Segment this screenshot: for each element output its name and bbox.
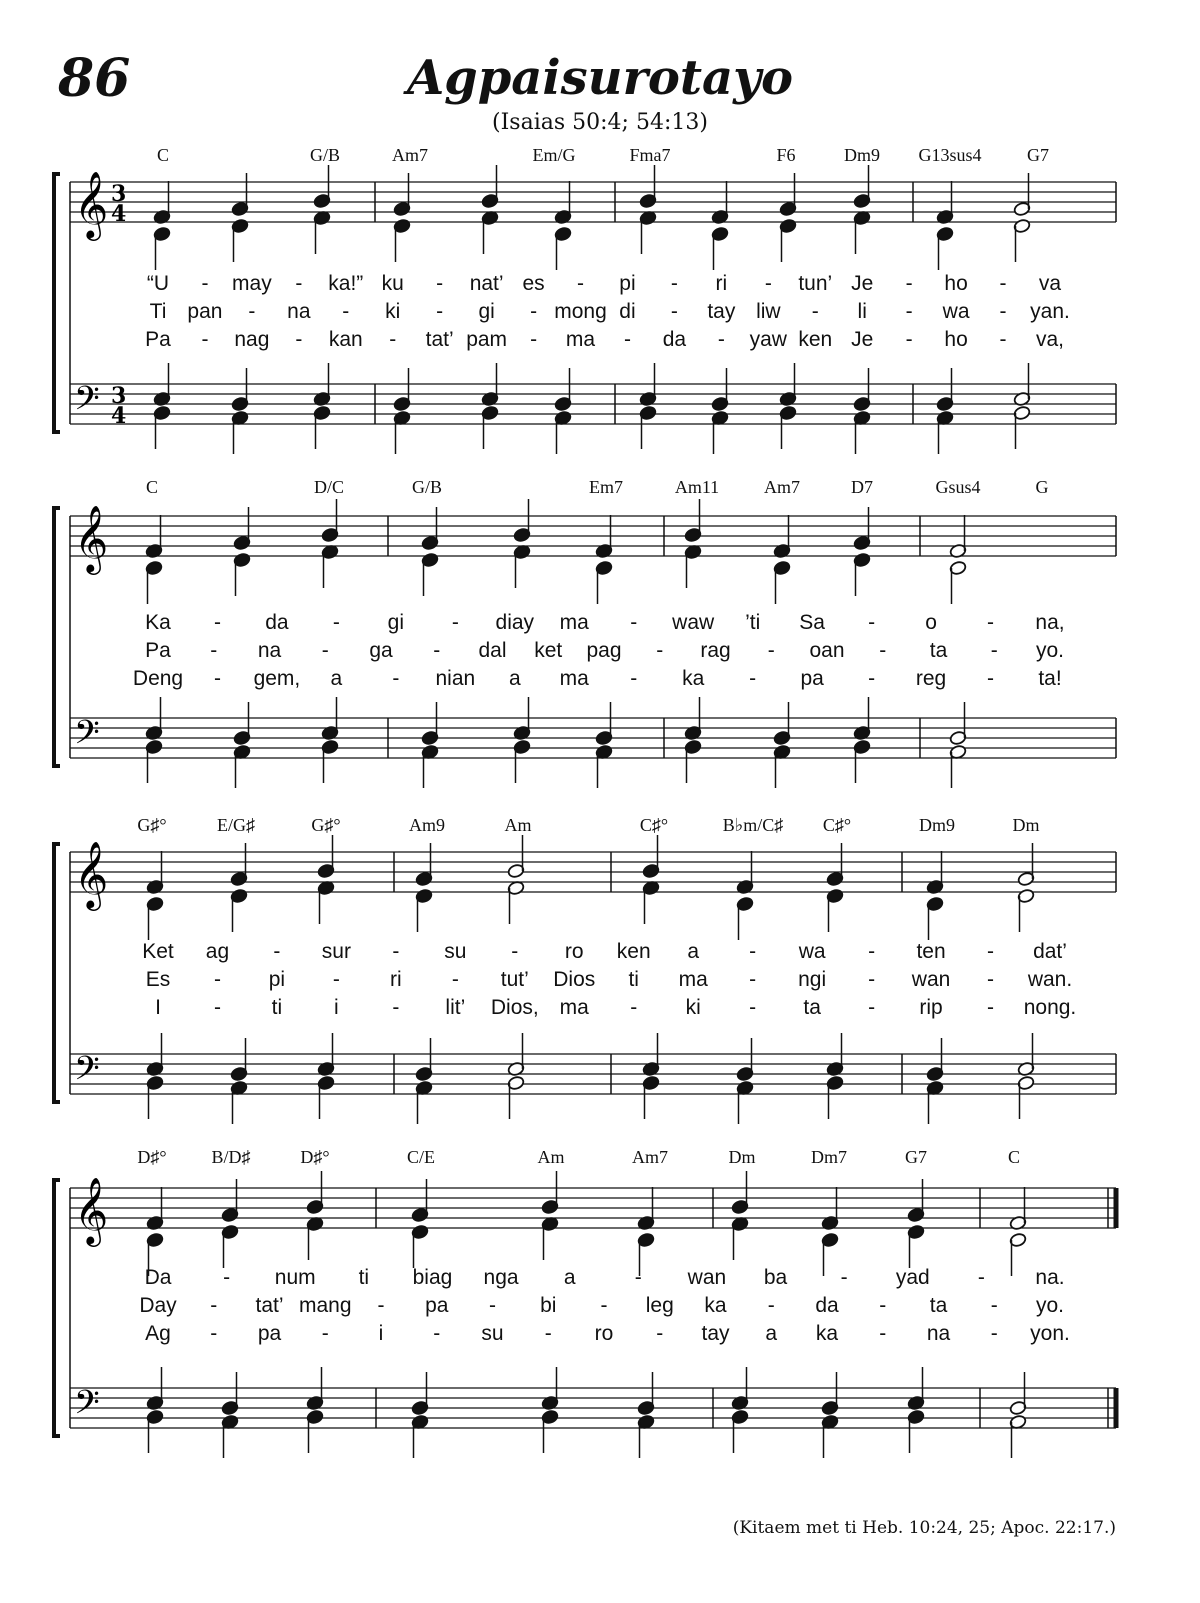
lyric-syllable: nat’ — [469, 272, 504, 295]
lyric-syllable: - — [248, 300, 256, 323]
lyric-syllable: Pa — [145, 328, 171, 351]
chord-symbol: B/D♯ — [211, 1147, 251, 1167]
chord-symbol: C — [145, 477, 159, 497]
lyric-syllable: ka!” — [328, 272, 364, 295]
lyric-syllable: pa — [800, 667, 824, 690]
chord-symbol: Am7 — [764, 477, 800, 497]
lyric-syllable: mong — [554, 300, 607, 323]
lyric-syllable: yaw — [749, 328, 787, 351]
lyric-syllable: ken — [798, 328, 833, 351]
lyric-syllable: - — [987, 940, 995, 963]
lyric-syllable: - — [213, 968, 221, 991]
lyric-syllable: ro — [594, 1322, 614, 1345]
lyric-syllable: - — [749, 667, 757, 690]
lyric-syllable: pi — [268, 968, 286, 991]
lyric-syllable: - — [210, 1294, 218, 1317]
lyric-syllable: - — [210, 639, 218, 662]
lyric-syllable: Je — [851, 328, 874, 351]
lyric-syllable: - — [987, 611, 995, 634]
lyric-syllable: lit’ — [445, 996, 466, 1019]
lyric-syllable: ho — [944, 272, 968, 295]
lyric-syllable: - — [600, 1294, 608, 1317]
lyric-syllable: ka — [682, 667, 705, 690]
chord-symbol: Gsus4 — [935, 477, 981, 497]
lyric-syllable: wa — [942, 300, 970, 323]
lyric-syllable: nga — [483, 1266, 519, 1289]
chord-symbol: C — [156, 145, 170, 165]
lyric-syllable: - — [868, 667, 876, 690]
chord-symbol: Am — [504, 815, 532, 835]
bass-time-signature-bottom: 4 — [111, 403, 127, 429]
lyric-syllable: ma — [559, 996, 589, 1019]
lyric-syllable: ga — [369, 639, 393, 662]
chord-symbol: D♯° — [300, 1147, 330, 1167]
lyric-syllable: - — [201, 328, 209, 351]
chord-symbol: E/G♯ — [217, 815, 255, 835]
chord-symbol: G♯° — [137, 815, 167, 835]
lyric-syllable: Es — [145, 968, 171, 991]
lyric-syllable: ket — [534, 639, 563, 662]
lyric-syllable: ka — [704, 1294, 727, 1317]
lyric-syllable: - — [987, 996, 995, 1019]
lyric-syllable: - — [868, 968, 876, 991]
lyric-syllable: - — [868, 611, 876, 634]
chord-symbol: Dm — [1012, 815, 1040, 835]
chord-symbol: Am9 — [409, 815, 445, 835]
lyric-syllable: - — [670, 300, 678, 323]
lyric-syllable: liw — [756, 300, 781, 323]
chord-symbol: Am7 — [392, 145, 428, 165]
lyric-syllable: ten — [916, 940, 946, 963]
chord-symbol: C — [1007, 1147, 1021, 1167]
system-bracket — [54, 1180, 60, 1436]
lyric-syllable: pi — [619, 272, 636, 295]
lyric-syllable: - — [868, 996, 876, 1019]
lyric-syllable: gi — [387, 611, 405, 634]
lyric-syllable: i — [334, 996, 339, 1019]
lyric-syllable: - — [213, 996, 221, 1019]
lyric-syllable: “U — [146, 272, 170, 295]
lyric-syllable: li — [857, 300, 867, 323]
lyric-syllable: ri — [715, 272, 728, 295]
lyric-syllable: yo. — [1035, 1294, 1065, 1317]
lyric-syllable: - — [764, 272, 772, 295]
lyric-syllable: - — [530, 300, 538, 323]
lyric-syllable: - — [511, 940, 519, 963]
lyric-syllable: ba — [763, 1266, 788, 1289]
lyric-syllable: sur — [321, 940, 351, 963]
lyric-syllable: a — [687, 940, 700, 963]
lyric-syllable: diay — [495, 611, 535, 634]
lyric-syllable: - — [392, 996, 400, 1019]
lyric-syllable: num — [274, 1266, 316, 1289]
chord-symbol: G7 — [905, 1147, 927, 1167]
lyric-syllable: - — [767, 1294, 775, 1317]
lyric-syllable: tay — [701, 1322, 730, 1345]
lyric-syllable: - — [332, 611, 340, 634]
lyric-syllable: a — [563, 1266, 576, 1289]
lyric-syllable: - — [999, 300, 1007, 323]
lyric-syllable: Ka — [145, 611, 171, 634]
lyric-syllable: pa — [425, 1294, 449, 1317]
lyric-syllable: - — [868, 940, 876, 963]
lyric-syllable: pag — [586, 639, 622, 662]
lyric-syllable: - — [879, 639, 887, 662]
lyric-syllable: Dios, — [490, 996, 539, 1019]
treble-time-signature-top: 3 — [111, 181, 127, 207]
lyric-syllable: oan — [809, 639, 845, 662]
chord-symbol: Am — [537, 1147, 565, 1167]
lyric-syllable: - — [201, 272, 209, 295]
lyric-syllable: tut’ — [500, 968, 529, 991]
lyric-syllable: Dios — [553, 968, 596, 991]
lyric-syllable: - — [749, 996, 757, 1019]
system-bracket — [54, 174, 60, 432]
lyric-syllable: Pa — [145, 639, 171, 662]
lyric-syllable: Ket — [142, 940, 174, 963]
lyric-syllable: na. — [1035, 1266, 1065, 1289]
lyric-syllable: Day — [139, 1294, 177, 1317]
lyric-syllable: - — [767, 639, 775, 662]
lyric-syllable: - — [879, 1294, 887, 1317]
lyric-syllable: a — [508, 667, 521, 690]
lyric-syllable: rag — [700, 639, 731, 662]
lyric-syllable: - — [999, 272, 1007, 295]
lyric-syllable: ’ti — [745, 611, 761, 634]
lyric-syllable: - — [392, 940, 400, 963]
lyric-syllable: may — [232, 272, 272, 295]
lyric-syllable: - — [451, 968, 459, 991]
chord-symbol: C♯° — [822, 815, 852, 835]
lyric-syllable: - — [634, 1266, 642, 1289]
lyric-syllable: tun’ — [798, 272, 833, 295]
lyric-syllable: ki — [385, 300, 401, 323]
lyric-syllable: - — [670, 272, 678, 295]
lyric-syllable: ki — [685, 996, 701, 1019]
chord-symbol: B♭m/C♯ — [722, 815, 784, 835]
lyric-syllable: - — [656, 639, 664, 662]
lyric-syllable: - — [749, 968, 757, 991]
lyric-syllable: - — [990, 1294, 998, 1317]
treble-clef: 𝄞 — [74, 1176, 109, 1244]
lyric-syllable: yan. — [1030, 300, 1070, 323]
lyric-syllable: - — [332, 968, 340, 991]
lyric-syllable: - — [295, 272, 303, 295]
lyric-syllable: yo. — [1035, 639, 1065, 662]
lyric-syllable: - — [392, 667, 400, 690]
lyric-syllable: - — [977, 1266, 985, 1289]
chord-symbol: D/C — [313, 477, 345, 497]
lyric-syllable: gi — [478, 300, 495, 323]
lyric-syllable: wan — [687, 1266, 727, 1289]
lyric-syllable: tay — [707, 300, 736, 323]
lyric-syllable: - — [840, 1266, 848, 1289]
lyric-syllable: ro — [564, 940, 584, 963]
lyric-syllable: nong. — [1023, 996, 1077, 1019]
chord-symbol: F6 — [776, 145, 796, 165]
bass-clef: 𝄢 — [74, 714, 100, 760]
bass-clef: 𝄢 — [74, 380, 100, 426]
lyric-syllable: reg — [915, 667, 947, 690]
lyric-syllable: ri — [390, 968, 402, 991]
lyric-syllable: es — [522, 272, 545, 295]
lyric-syllable: tat’ — [255, 1294, 284, 1317]
lyric-syllable: ma — [565, 328, 596, 351]
lyric-syllable: - — [489, 1294, 496, 1317]
lyric-syllable: na, — [1035, 611, 1065, 634]
lyric-syllable: na — [257, 639, 282, 662]
lyric-syllable: - — [223, 1266, 231, 1289]
lyric-syllable: a — [330, 667, 343, 690]
chord-symbol: G♯° — [311, 815, 341, 835]
lyric-syllable: - — [295, 328, 303, 351]
lyric-syllable: ka — [815, 1322, 839, 1345]
lyric-syllable: - — [389, 328, 397, 351]
lyric-syllable: - — [717, 328, 725, 351]
treble-clef: 𝄞 — [74, 504, 109, 572]
lyric-syllable: na — [287, 300, 311, 323]
chord-symbol: G13sus4 — [918, 145, 982, 165]
lyric-syllable: - — [213, 667, 221, 690]
lyric-syllable: ken — [616, 940, 651, 963]
lyric-syllable: ma — [559, 667, 589, 690]
lyric-syllable: ta! — [1038, 667, 1062, 690]
lyric-syllable: - — [210, 1322, 218, 1345]
lyric-syllable: I — [155, 996, 161, 1019]
lyric-syllable: na — [926, 1322, 951, 1345]
lyric-syllable: - — [321, 1322, 329, 1345]
treble-clef: 𝄞 — [74, 840, 109, 908]
lyric-syllable: leg — [645, 1294, 674, 1317]
bass-clef: 𝄢 — [74, 1050, 100, 1096]
chord-symbol: G/B — [309, 145, 341, 165]
lyric-syllable: tat’ — [425, 328, 454, 351]
lyric-syllable: da — [662, 328, 687, 351]
lyric-syllable: yad — [895, 1266, 930, 1289]
lyric-syllable: rip — [919, 996, 943, 1019]
lyric-syllable: kan — [328, 328, 363, 351]
lyric-syllable: nian — [435, 667, 476, 690]
lyric-syllable: Je — [851, 272, 874, 295]
chord-symbol: Fma7 — [629, 145, 671, 165]
system-bracket — [54, 508, 60, 766]
lyric-syllable: wan. — [1027, 968, 1073, 991]
chord-symbol: G7 — [1027, 145, 1049, 165]
lyric-syllable: nag — [234, 328, 270, 351]
lyric-syllable: i — [378, 1322, 384, 1345]
lyric-syllable: ngi — [798, 968, 827, 991]
lyric-syllable: ho — [944, 328, 968, 351]
lyric-syllable: - — [999, 328, 1007, 351]
lyric-syllable: Da — [144, 1266, 172, 1289]
lyric-syllable: mang — [298, 1294, 352, 1317]
lyric-syllable: Ag — [145, 1322, 171, 1345]
chord-symbol: Dm — [728, 1147, 756, 1167]
chord-symbol: Dm7 — [811, 1147, 847, 1167]
lyric-syllable: va — [1038, 272, 1062, 295]
lyric-syllable: - — [377, 1294, 385, 1317]
lyric-syllable: da — [815, 1294, 839, 1317]
lyric-syllable: ti — [271, 996, 283, 1019]
lyric-syllable: ma — [559, 611, 589, 634]
lyric-syllable: - — [905, 300, 913, 323]
footnote: (Kitaem met ti Heb. 10:24, 25; Apoc. 22:17.) — [732, 1518, 1116, 1538]
lyric-syllable: Deng — [132, 667, 184, 690]
chord-symbol: G — [1035, 477, 1049, 497]
lyric-syllable: - — [530, 328, 538, 351]
lyric-syllable: - — [905, 328, 913, 351]
lyric-syllable: - — [436, 272, 444, 295]
lyric-syllable: su — [444, 940, 467, 963]
lyric-syllable: ag — [205, 940, 230, 963]
lyric-syllable: va, — [1035, 328, 1065, 351]
lyric-syllable: biag — [412, 1266, 453, 1289]
hymn-number: 86 — [58, 48, 131, 109]
lyric-syllable: - — [656, 1322, 664, 1345]
lyric-syllable: - — [749, 940, 757, 963]
lyric-syllable: pam — [466, 328, 508, 351]
lyric-syllable: di — [619, 300, 636, 323]
chord-symbol: Am11 — [674, 477, 720, 497]
lyric-syllable: - — [544, 1322, 552, 1345]
lyric-syllable: o — [925, 611, 937, 634]
chord-symbol: D♯° — [137, 1147, 167, 1167]
system-bracket — [54, 844, 60, 1102]
chord-symbol: C♯° — [639, 815, 669, 835]
lyric-syllable: - — [879, 1322, 887, 1345]
lyric-syllable: su — [481, 1322, 504, 1345]
bass-clef: 𝄢 — [74, 1384, 100, 1430]
chord-symbol: C/E — [406, 1147, 436, 1167]
lyric-syllable: - — [630, 667, 638, 690]
lyric-syllable: yon. — [1030, 1322, 1070, 1345]
lyric-syllable: - — [990, 639, 998, 662]
lyric-syllable: - — [273, 940, 281, 963]
lyric-syllable: - — [436, 300, 444, 323]
lyric-syllable: wa — [798, 940, 826, 963]
lyric-syllable: ta — [929, 639, 948, 662]
lyric-syllable: - — [577, 272, 585, 295]
chord-symbol: G/B — [411, 477, 443, 497]
chord-symbol: Em7 — [589, 477, 623, 497]
lyric-syllable: - — [987, 968, 995, 991]
lyric-syllable: gem, — [253, 667, 301, 690]
lyric-syllable: dal — [478, 639, 507, 662]
treble-clef: 𝄞 — [74, 170, 109, 238]
lyric-syllable: bi — [540, 1294, 557, 1317]
lyric-syllable: - — [433, 639, 441, 662]
lyric-syllable: a — [765, 1322, 778, 1345]
lyric-syllable: - — [990, 1322, 998, 1345]
lyric-syllable: - — [321, 639, 329, 662]
lyric-syllable: ta — [803, 996, 821, 1019]
lyric-syllable: waw — [672, 611, 715, 634]
lyric-syllable: - — [433, 1322, 441, 1345]
lyric-syllable: da — [265, 611, 289, 634]
lyric-syllable: - — [987, 667, 995, 690]
hymn-title: Agpaisurotayo — [406, 50, 794, 106]
chord-symbol: Dm9 — [919, 815, 955, 835]
lyric-syllable: - — [623, 328, 631, 351]
scripture-reference: (Isaias 50:4; 54:13) — [492, 110, 708, 135]
lyric-syllable: ma — [678, 968, 708, 991]
lyric-syllable: pan — [187, 300, 223, 323]
lyric-syllable: - — [811, 300, 819, 323]
lyric-syllable: - — [630, 996, 638, 1019]
lyric-syllable: wan — [911, 968, 951, 991]
lyric-syllable: - — [905, 272, 913, 295]
treble-time-signature-bottom: 4 — [111, 201, 127, 227]
lyric-syllable: dat’ — [1033, 940, 1067, 963]
chord-symbol: D7 — [851, 477, 873, 497]
lyric-syllable: ta — [929, 1294, 948, 1317]
lyric-syllable: ti — [628, 968, 639, 991]
chord-symbol: Em/G — [532, 145, 576, 165]
lyric-syllable: - — [451, 611, 459, 634]
lyric-syllable: Sa — [799, 611, 825, 634]
lyric-syllable: - — [630, 611, 638, 634]
chord-symbol: Dm9 — [844, 145, 880, 165]
lyric-syllable: ti — [358, 1266, 370, 1289]
lyric-syllable: - — [342, 300, 350, 323]
lyric-syllable: Ti — [149, 300, 167, 323]
lyric-syllable: - — [213, 611, 221, 634]
bass-time-signature-top: 3 — [111, 383, 127, 409]
chord-symbol: Am7 — [632, 1147, 668, 1167]
lyric-syllable: ku — [381, 272, 404, 295]
lyric-syllable: pa — [257, 1322, 282, 1345]
